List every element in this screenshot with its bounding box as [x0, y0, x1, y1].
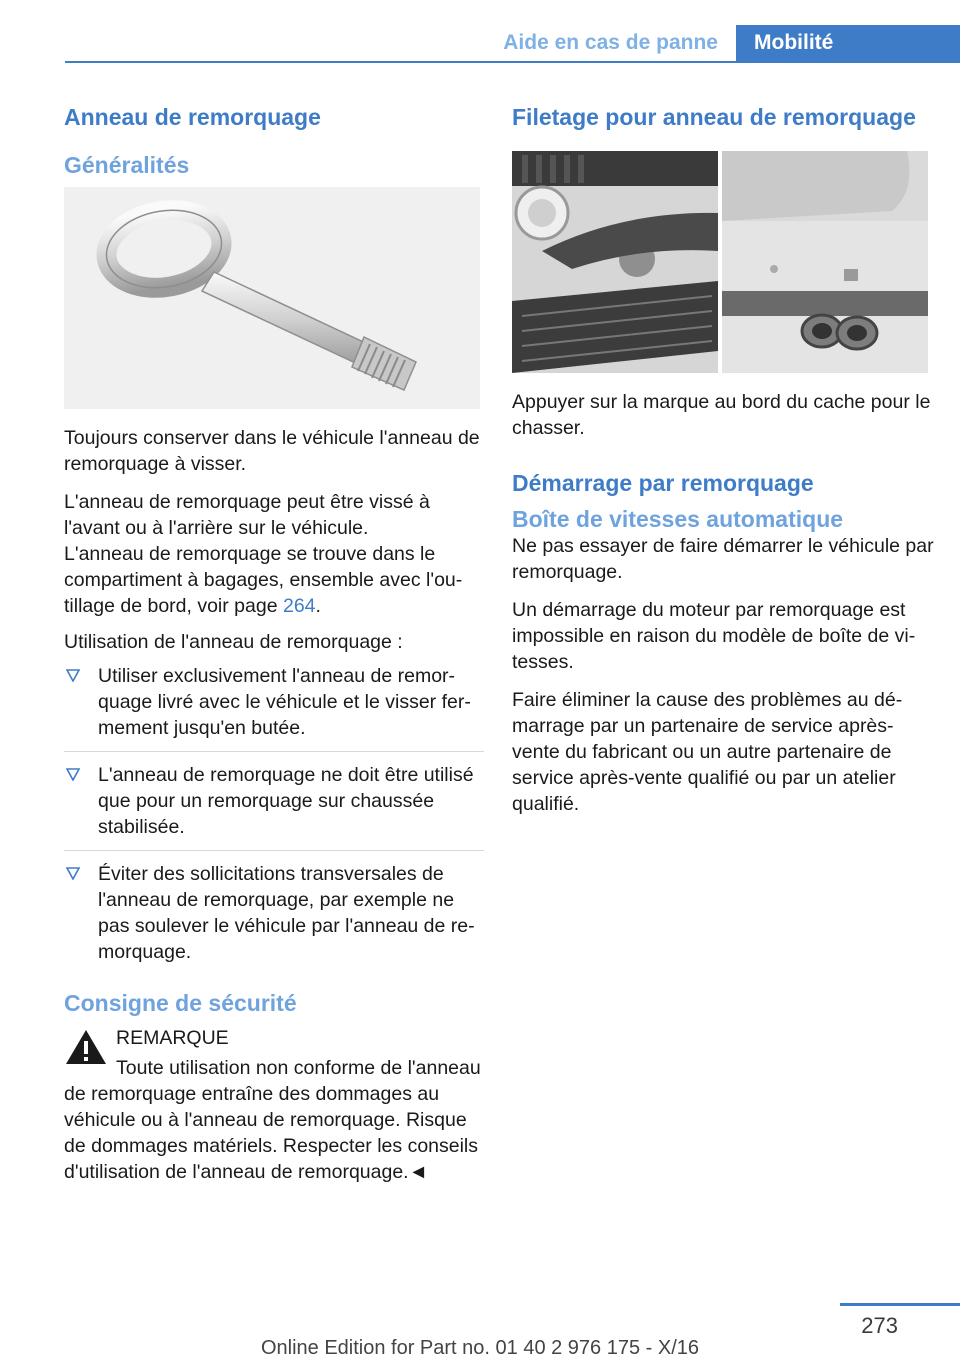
paragraph-location: L'anneau de remorquage se trouve dans le compartiment à bagages, ensemble avec l'outillage de bord, voir page 264.	[64, 543, 463, 617]
footer-rule	[840, 1303, 960, 1306]
paragraph-press-mark: Appuyer sur la marque au bord du cache pour le chasser.	[512, 391, 931, 439]
page-link-264[interactable]: 264	[282, 595, 316, 617]
bullet-triangle-icon	[66, 767, 80, 781]
section-title-thread: Filetage pour anneau de remorquage	[512, 104, 916, 130]
usage-bullet-list	[64, 663, 484, 975]
paragraph-impossible: Un démarrage du moteur par remorquage est impossible en raison du modèle de boîte de vitesses.	[512, 599, 916, 673]
towing-eye-icon	[64, 187, 480, 409]
paragraph-do-not-tow-start: Ne pas essayer de faire démarrer le véhicule par remorquage.	[512, 535, 934, 583]
header-section: Aide en cas de panne	[503, 31, 718, 54]
bumper-thread-illustration	[512, 151, 928, 373]
section-title-tow-start: Démarrage par remorquage	[512, 470, 814, 496]
subsection-title-general: Généralités	[64, 152, 190, 178]
paragraph-service-partner: Faire éliminer la cause des problèmes au démarrage par un partenaire de service après-vente du fabricant ou un autre partenaire de service après-vente qualifié ou par un atelier qualifié.	[512, 689, 903, 815]
paragraph-mount-front-rear: L'anneau de remorquage peut être vissé à l'avant ou à l'arrière sur le véhicule.	[64, 491, 430, 539]
right-column	[512, 95, 937, 829]
safety-notice	[64, 1025, 484, 1051]
warning-triangle-icon	[64, 1027, 108, 1067]
bullet-triangle-icon	[66, 668, 80, 682]
bullet-triangle-icon	[66, 866, 80, 880]
header-chapter: Mobilité	[736, 25, 960, 63]
online-edition-note: Online Edition for Part no. 01 40 2 976 175 - X/16	[260, 1337, 700, 1359]
bumper-photo-icon	[512, 151, 928, 373]
list-item: Éviter des sollicitations transversales de l'anneau de remorquage, par exemple ne pas soulever le véhicule par l'anneau de remorquage.	[64, 861, 484, 975]
paragraph-usage-intro: Utilisation de l'anneau de remorquage :	[64, 631, 403, 653]
header-rule	[65, 61, 960, 63]
subsection-title-automatic: Boîte de vitesses automatique	[512, 506, 844, 532]
page-number: 273	[861, 1313, 898, 1338]
subsection-title-safety: Consigne de sécurité	[64, 990, 297, 1016]
section-title-towing-eye: Anneau de remorquage	[64, 104, 321, 130]
warning-text: Toute utilisation non conforme de l'anneau de remorquage entraîne des dommages au véhicule ou à l'anneau de remorquage. Risque de dommages matériels. Respecter les conseils d'utilisation de l'anneau de remorquage.◄	[64, 1057, 481, 1183]
warning-label: REMARQUE	[116, 1027, 229, 1049]
paragraph-keep-in-vehicle: Toujours conserver dans le véhicule l'anneau de remorquage à visser.	[64, 427, 480, 475]
list-item: Utiliser exclusivement l'anneau de remorquage livré avec le véhicule et le visser fermement jusqu'en butée.	[64, 663, 484, 752]
towing-eye-illustration	[64, 187, 480, 409]
list-item: L'anneau de remorquage ne doit être utilisé que pour un remorquage sur chaussée stabilisée.	[64, 762, 484, 851]
left-column	[64, 95, 484, 1197]
